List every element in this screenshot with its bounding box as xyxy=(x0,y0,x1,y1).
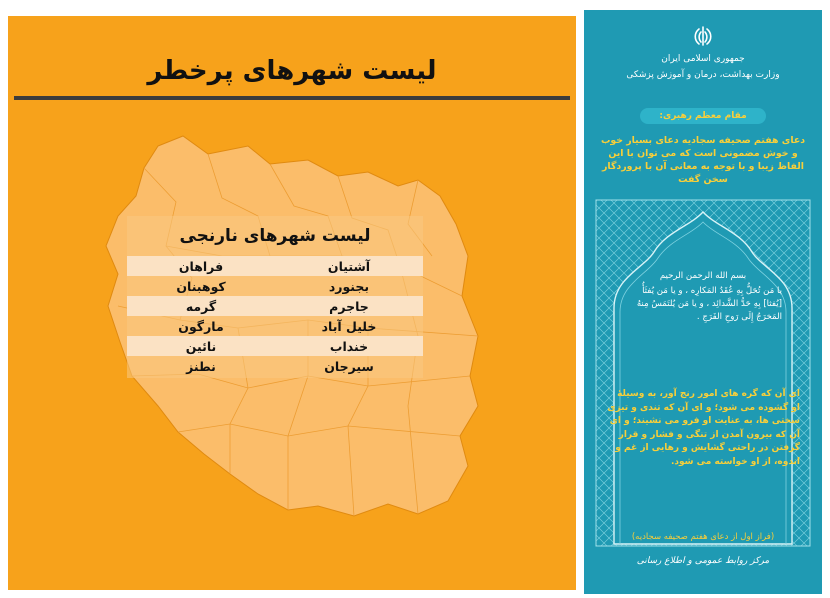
table-row xyxy=(127,276,423,296)
table-row xyxy=(127,336,423,356)
table-cell: کوهبنان xyxy=(176,278,226,294)
source-note: (فراز اول از دعای هفتم صحیفه سجادیه) xyxy=(631,532,775,542)
table-cell: فراهان xyxy=(127,256,275,276)
page-title: لیست شهرهای پرخطر xyxy=(147,56,437,86)
bismillah: بسم الله الرحمن الرحیم xyxy=(659,271,747,281)
table-cell: خلیل آباد xyxy=(321,318,377,334)
table-row xyxy=(127,296,423,316)
table-cell: سیرجان xyxy=(324,358,374,374)
table-row xyxy=(127,316,423,336)
ornamental-arch-frame xyxy=(594,198,812,548)
title-divider xyxy=(14,96,570,100)
table-row xyxy=(127,356,423,376)
orange-cities-table-card xyxy=(127,216,423,378)
table-cell: جاجرم xyxy=(275,296,423,316)
table-cell: نطنز xyxy=(186,358,216,374)
arabic-verse xyxy=(624,270,782,324)
orange-cities-table xyxy=(127,256,423,376)
verse-text: یا مَن تُحَلُّ بِهِ عُقَدُ المَکارِه ، و یا مَن یُفثَأُ [یُفثا] بِهِ حَدُّ الشَّدائِد ، و یا مَن یُلتَمَسُ مِنهُ المَخرَجُ إِلَى رَوحِ الفَرَجِ . xyxy=(636,286,782,322)
high-risk-cities-panel xyxy=(8,16,576,590)
table-cell: خنداب xyxy=(275,336,423,356)
table-cell: آشتیان xyxy=(275,256,423,276)
leader-badge: مقام معظم رهبری: xyxy=(640,108,766,124)
table-cell: بجنورد xyxy=(328,278,370,294)
table-title: لیست شهرهای نارنجی xyxy=(179,226,371,246)
republic-name: جمهوری اسلامی ایران xyxy=(661,54,745,64)
prayer-panel xyxy=(584,10,822,594)
persian-translation: ای آن که گره های امور رنج آور، به وسیلۀ او گشوده می شود؛ و ای آن که تندی و تیزی سختی ها، به عنایت او فرو می نشیند؛ و ای آن که بیرون آمدن از تنگی و فشار و قرار گرفتن در راحتی گشایش و رهایی از غم و اندوه، از او خواسته می شود. xyxy=(607,389,800,467)
table-cell: مارگون xyxy=(178,318,224,334)
intro-text: دعای هفتم صحیفه سجادیه دعای بسیار خوب و خوش مضمونی است که می توان با این الفاظ زیبا و با توجه به معانی آن با پروردگار سخن گفت xyxy=(600,135,806,185)
footer-signature: مرکز روابط عمومی و اطلاع رسانی xyxy=(636,556,770,566)
ministry-name: وزارت بهداشت، درمان و آموزش پزشکی xyxy=(626,70,780,80)
table-cell: نائین xyxy=(127,336,275,356)
table-cell: گرمه xyxy=(127,296,275,316)
table-row xyxy=(127,256,423,276)
iran-emblem-icon xyxy=(691,24,715,48)
